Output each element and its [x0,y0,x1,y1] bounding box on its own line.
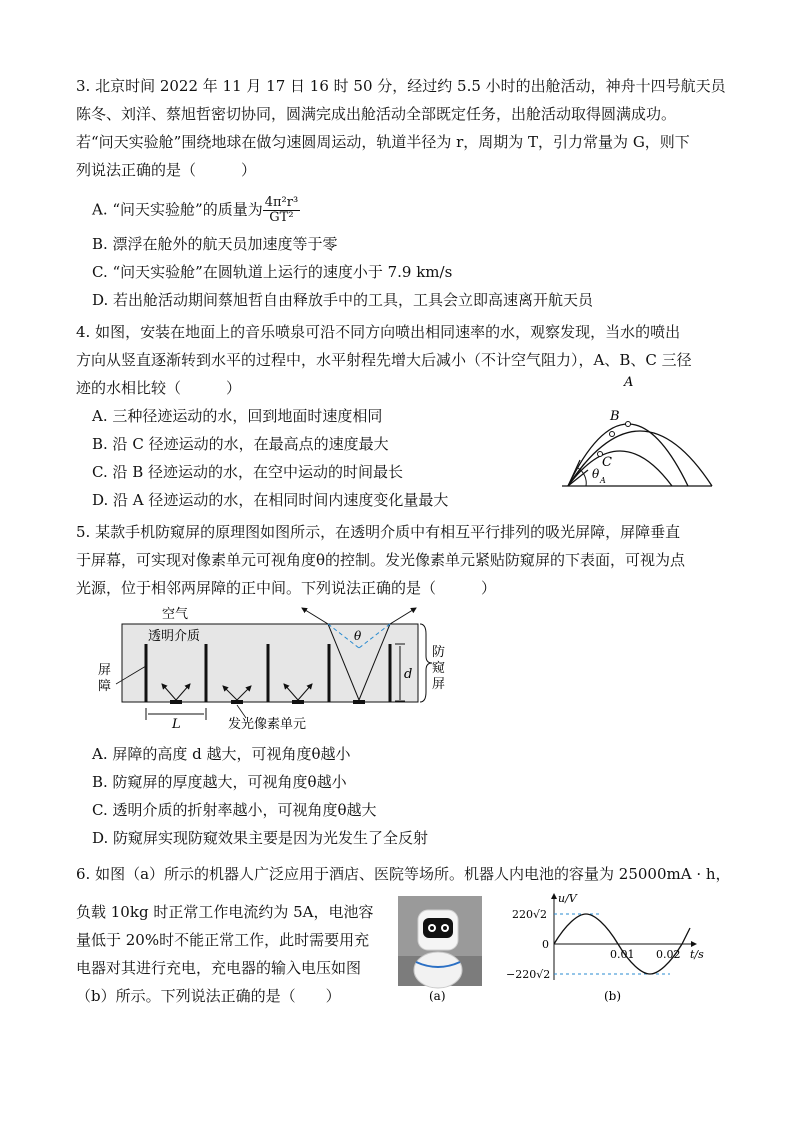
y-axis-label: u/V [558,892,577,905]
robot-body [414,952,462,988]
label-theta: θ [354,629,362,643]
label-theta: θ [592,467,600,481]
origin-label: 0 [542,938,549,951]
pixel-3 [292,700,304,704]
pixel-2 [231,700,243,704]
fraction-denominator: GT² [269,210,294,225]
label-c: C [602,455,612,470]
label-medium: 透明介质 [148,629,201,644]
q6-line-4: 电器对其进行充电，充电器的输入电压如图 [76,959,362,977]
voltage-graph [500,888,710,1006]
point-a [626,422,631,427]
q4-option-b: B. 沿 C 径迹运动的水，在最高点的速度最大 [92,435,389,453]
q3-option-b: B. 漂浮在舱外的航天员加速度等于零 [92,235,338,253]
label-screen-1: 防 [432,645,446,660]
privacy-screen-figure [96,604,446,732]
label-l: L [172,717,181,732]
trajectory-a [568,424,688,486]
robot-pupil-right [443,926,447,930]
label-screen-3: 屏 [432,677,446,692]
trajectory-c [568,451,672,486]
fountain-trajectory-figure [560,372,720,494]
label-b: B [610,409,620,424]
y-top-label: 220√2 [512,908,548,921]
q3-option-a [92,196,300,225]
q4-option-c: C. 沿 B 径迹运动的水，在空中运动的时间最长 [92,463,404,481]
label-a: A [624,375,634,390]
q3-option-a-text: A. “问天实验舱”的质量为 [92,200,263,219]
q6-line-5: （b）所示。下列说法正确的是（ ） [76,987,341,1005]
q5-option-b: B. 防窥屏的厚度越大，可视角度θ越小 [92,773,347,791]
label-theta-subscript: A [600,476,606,485]
q3-option-a-fraction [263,196,300,225]
fig-b-label: (b) [604,989,622,1003]
x-axis-label: t/s [690,948,704,961]
q4-line-2: 方向从竖直逐渐转到水平的过程中，水平射程先增大后减小（不计空气阻力），A、B、C 三径 [76,351,692,369]
x-tick-1: 0.01 [610,948,635,961]
q3-option-d: D. 若出舱活动期间蔡旭哲自由释放手中的工具，工具会立即高速离开航天员 [92,291,594,309]
y-bottom-label: −220√2 [506,968,551,981]
q3-line-3: 若“问天实验舱”围绕地球在做匀速圆周运动，轨道半径为 r，周期为 T，引力常量为 G，则下 [76,133,690,151]
fraction-numerator: 4π²r³ [264,195,299,210]
q3-line-1: 3. 北京时间 2022 年 11 月 17 日 16 时 50 分，经过约 5.5 小时的出舱活动，神舟十四号航天员 [76,77,726,95]
robot-photo [398,896,482,1006]
label-pixel: 发光像素单元 [228,717,307,732]
q3-option-c: C. “问天实验舱”在圆轨道上运行的速度小于 7.9 km/s [92,263,453,281]
point-b [610,432,615,437]
q6-line-3: 量低于 20%时不能正常工作，此时需要用充 [76,931,370,949]
label-screen-2: 窥 [432,661,446,676]
pixel-4 [353,700,365,704]
q4-option-a: A. 三种径迹运动的水，回到地面时速度相同 [92,407,383,425]
q4-option-d: D. 沿 A 径迹运动的水，在相同时间内速度变化量最大 [92,491,449,509]
ray-out [302,608,328,624]
label-air: 空气 [162,607,189,622]
screen-brace [420,624,432,702]
robot-pupil-left [430,926,434,930]
pixel-1 [170,700,182,704]
q5-option-d: D. 防窥屏实现防窥效果主要是因为光发生了全反射 [92,829,429,847]
q5-option-c: C. 透明介质的折射率越小，可视角度θ越大 [92,801,377,819]
q3-line-4: 列说法正确的是（ ） [76,161,257,179]
q4-line-1: 4. 如图，安装在地面上的音乐喷泉可沿不同方向喷出相同速率的水，观察发现，当水的喷出 [76,323,681,341]
q5-line-1: 5. 某款手机防窥屏的原理图如图所示，在透明介质中有相互平行排列的吸光屏障，屏障垂直 [76,523,681,541]
q6-line-2: 负载 10kg 时正常工作电流约为 5A，电池容 [76,903,374,921]
q5-line-3: 光源，位于相邻两屏障的正中间。下列说法正确的是（ ） [76,579,497,597]
label-barrier-1: 屏 [98,663,112,678]
trajectory-b [568,431,712,486]
ray-out [390,608,416,624]
q5-line-2: 于屏幕，可实现对像素单元可视角度θ的控制。发光像素单元紧贴防窥屏的下表面，可视为点 [76,551,686,569]
label-barrier-2: 障 [98,679,112,694]
q5-option-a: A. 屏障的高度 d 越大，可视角度θ越小 [92,745,351,763]
q4-line-3: 迹的水相比较（ ） [76,379,242,397]
fig-a-label: (a) [429,989,446,1003]
q3-line-2: 陈冬、刘洋、蔡旭哲密切协同，圆满完成出舱活动全部既定任务，出舱活动取得圆满成功。 [76,105,677,123]
q6-line-1: 6. 如图（a）所示的机器人广泛应用于酒店、医院等场所。机器人内电池的容量为 25000mA · h， [76,865,731,883]
label-d: d [404,667,413,682]
x-tick-2: 0.02 [656,948,681,961]
